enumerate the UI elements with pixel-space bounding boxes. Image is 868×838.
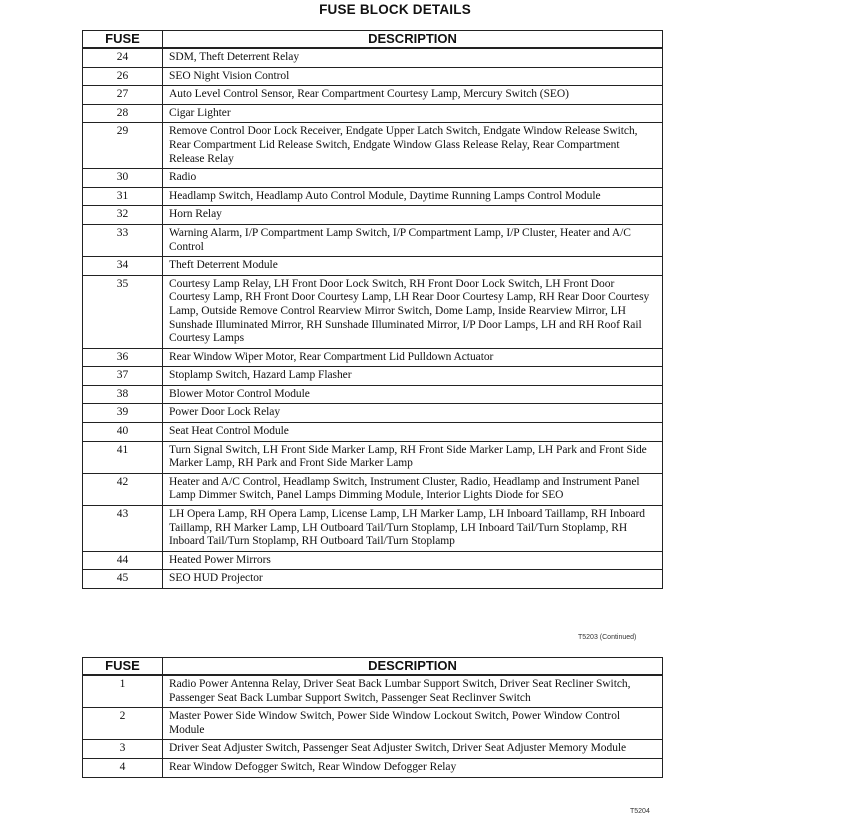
table-row	[83, 423, 663, 442]
fuse-table-2	[82, 657, 663, 778]
table-row	[83, 441, 663, 473]
table-row	[83, 675, 663, 708]
table-row	[83, 224, 663, 256]
table-row	[83, 506, 663, 552]
fuse-description-cell: Radio Power Antenna Relay, Driver Seat Back Lumbar Support Switch, Driver Seat Recliner Switch, Passenger Seat Back Lumbar Support Switch, Passenger Seat Reclinver Switch	[163, 675, 663, 708]
fuse-number-cell: 44	[83, 551, 163, 570]
fuse-description-cell: Rear Window Wiper Motor, Rear Compartment Lid Pulldown Actuator	[163, 348, 663, 367]
table-row	[83, 104, 663, 123]
fuse-number-cell: 45	[83, 570, 163, 589]
table-reference-note: T5204	[630, 808, 650, 815]
fuse-number-cell: 24	[83, 48, 163, 67]
fuse-number-cell: 40	[83, 423, 163, 442]
fuse-description-cell: Rear Window Defogger Switch, Rear Window Defogger Relay	[163, 758, 663, 777]
table-row	[83, 67, 663, 86]
table-header-row	[83, 658, 663, 676]
fuse-number-cell: 36	[83, 348, 163, 367]
table-row	[83, 404, 663, 423]
fuse-column-header: FUSE	[83, 31, 163, 49]
fuse-description-cell: SEO Night Vision Control	[163, 67, 663, 86]
fuse-description-cell: Driver Seat Adjuster Switch, Passenger Seat Adjuster Switch, Driver Seat Adjuster Memory Module	[163, 740, 663, 759]
fuse-description-cell: Courtesy Lamp Relay, LH Front Door Lock Switch, RH Front Door Lock Switch, LH Front Door Courtesy Lamp, RH Front Door Courtesy Lamp, LH Rear Door Courtesy Lamp, RH Rear Door Courtesy Lamp, Outside Remove Control Rearview Mirror Switch, Dome Lamp, Inside Rearview Mirror, LH Sunshade Illuminated Mirror, RH Sunshade Illuminated Mirror, I/P Door Lamps, LH and RH Roof Rail Courtesy Lamps	[163, 275, 663, 348]
table-row	[83, 551, 663, 570]
fuse-description-cell: Turn Signal Switch, LH Front Side Marker Lamp, RH Front Side Marker Lamp, LH Park and Front Side Marker Lamp, RH Park and Front Side Marker Lamp	[163, 441, 663, 473]
table-row	[83, 48, 663, 67]
fuse-description-cell: Horn Relay	[163, 206, 663, 225]
fuse-description-cell: Cigar Lighter	[163, 104, 663, 123]
fuse-table-2-body	[83, 675, 663, 777]
fuse-number-cell: 37	[83, 367, 163, 386]
fuse-number-cell: 31	[83, 187, 163, 206]
table-reference-note: T5203 (Continued)	[578, 634, 637, 641]
description-column-header: DESCRIPTION	[163, 658, 663, 676]
fuse-number-cell: 3	[83, 740, 163, 759]
table-row	[83, 348, 663, 367]
fuse-number-cell: 1	[83, 675, 163, 708]
fuse-description-cell: Radio	[163, 169, 663, 188]
table-row	[83, 169, 663, 188]
table-row	[83, 206, 663, 225]
fuse-description-cell: SDM, Theft Deterrent Relay	[163, 48, 663, 67]
table-row	[83, 570, 663, 589]
fuse-table-1	[82, 30, 663, 589]
fuse-description-cell: Remove Control Door Lock Receiver, Endgate Upper Latch Switch, Endgate Window Release Switch, Rear Compartment Lid Release Switch, Endgate Window Glass Release Relay, Rear Compartment Release Relay	[163, 123, 663, 169]
table-row	[83, 187, 663, 206]
fuse-description-cell: Heated Power Mirrors	[163, 551, 663, 570]
table-row	[83, 740, 663, 759]
fuse-number-cell: 4	[83, 758, 163, 777]
table-row	[83, 473, 663, 505]
table-row	[83, 708, 663, 740]
fuse-number-cell: 28	[83, 104, 163, 123]
fuse-description-cell: SEO HUD Projector	[163, 570, 663, 589]
table-row	[83, 367, 663, 386]
table-row	[83, 385, 663, 404]
fuse-number-cell: 33	[83, 224, 163, 256]
fuse-number-cell: 32	[83, 206, 163, 225]
fuse-number-cell: 30	[83, 169, 163, 188]
table-row	[83, 275, 663, 348]
fuse-number-cell: 42	[83, 473, 163, 505]
fuse-description-cell: Warning Alarm, I/P Compartment Lamp Switch, I/P Compartment Lamp, I/P Cluster, Heater and A/C Control	[163, 224, 663, 256]
fuse-number-cell: 38	[83, 385, 163, 404]
table-row	[83, 123, 663, 169]
fuse-number-cell: 34	[83, 257, 163, 276]
fuse-number-cell: 35	[83, 275, 163, 348]
fuse-description-cell: Theft Deterrent Module	[163, 257, 663, 276]
table-row	[83, 86, 663, 105]
page-title: FUSE BLOCK DETAILS	[319, 2, 471, 17]
fuse-number-cell: 27	[83, 86, 163, 105]
fuse-description-cell: LH Opera Lamp, RH Opera Lamp, License Lamp, LH Marker Lamp, LH Inboard Taillamp, RH Inboard Taillamp, RH Marker Lamp, LH Outboard Tail/Turn Stoplamp, LH Inboard Tail/Turn Stoplamp, RH Inboard Tail/Turn Stoplamp, RH Outboard Tail/Turn Stoplamp	[163, 506, 663, 552]
fuse-description-cell: Auto Level Control Sensor, Rear Compartment Courtesy Lamp, Mercury Switch (SEO)	[163, 86, 663, 105]
fuse-number-cell: 39	[83, 404, 163, 423]
table-row	[83, 257, 663, 276]
fuse-description-cell: Master Power Side Window Switch, Power Side Window Lockout Switch, Power Window Control Module	[163, 708, 663, 740]
fuse-description-cell: Headlamp Switch, Headlamp Auto Control Module, Daytime Running Lamps Control Module	[163, 187, 663, 206]
fuse-description-cell: Blower Motor Control Module	[163, 385, 663, 404]
fuse-number-cell: 43	[83, 506, 163, 552]
fuse-number-cell: 41	[83, 441, 163, 473]
fuse-number-cell: 2	[83, 708, 163, 740]
fuse-number-cell: 29	[83, 123, 163, 169]
fuse-table-1-body	[83, 48, 663, 589]
table-header-row	[83, 31, 663, 49]
description-column-header: DESCRIPTION	[163, 31, 663, 49]
fuse-description-cell: Seat Heat Control Module	[163, 423, 663, 442]
fuse-number-cell: 26	[83, 67, 163, 86]
fuse-description-cell: Stoplamp Switch, Hazard Lamp Flasher	[163, 367, 663, 386]
fuse-description-cell: Power Door Lock Relay	[163, 404, 663, 423]
fuse-column-header: FUSE	[83, 658, 163, 676]
fuse-description-cell: Heater and A/C Control, Headlamp Switch, Instrument Cluster, Radio, Headlamp and Instrument Panel Lamp Dimmer Switch, Panel Lamps Dimming Module, Interior Lights Diode for SEO	[163, 473, 663, 505]
table-row	[83, 758, 663, 777]
